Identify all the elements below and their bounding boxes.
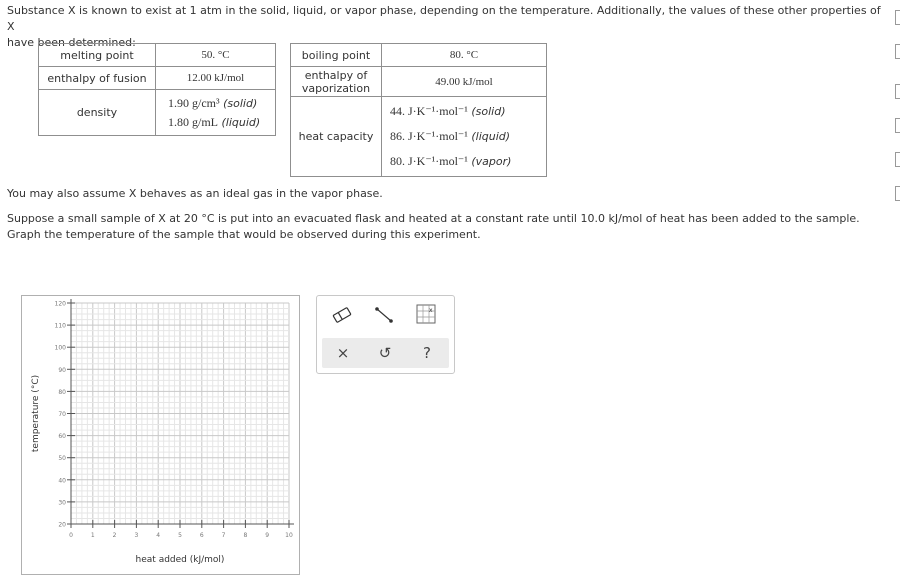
heat-capacity-liquid-value: 86. J·K⁻¹·mol⁻¹ bbox=[390, 129, 468, 143]
edge-tab[interactable] bbox=[895, 84, 900, 99]
graph-panel bbox=[21, 295, 300, 575]
eraser-icon[interactable] bbox=[329, 302, 355, 328]
graph-toolbox bbox=[316, 295, 455, 374]
question-line-2: Graph the temperature of the sample that would be observed during this experiment. bbox=[7, 228, 481, 241]
boiling-point-label: boiling point bbox=[291, 44, 382, 67]
enthalpy-vap-value: 49.00 kJ/mol bbox=[382, 67, 547, 97]
enthalpy-fusion-value: 12.00 kJ/mol bbox=[156, 67, 276, 90]
left-properties-table bbox=[38, 43, 276, 136]
x-tick-label: 7 bbox=[221, 532, 226, 539]
y-tick-label: 100 bbox=[54, 344, 66, 352]
help-button[interactable]: ? bbox=[423, 344, 431, 362]
clear-button[interactable]: × bbox=[336, 344, 350, 362]
edge-tab[interactable] bbox=[895, 44, 900, 59]
y-tick-label: 20 bbox=[58, 521, 66, 529]
toolbox-actions bbox=[322, 338, 449, 368]
melting-point-label: melting point bbox=[39, 44, 156, 67]
x-tick-label: 1 bbox=[90, 532, 95, 539]
x-tick-label: 3 bbox=[134, 532, 139, 539]
svg-text:x: x bbox=[429, 307, 433, 314]
heat-capacity-vapor-value: 80. J·K⁻¹·mol⁻¹ bbox=[390, 154, 468, 168]
ideal-gas-note: You may also assume X behaves as an ideal gas in the vapor phase. bbox=[7, 187, 383, 200]
heat-capacity-vapor-tag: (vapor) bbox=[471, 155, 512, 168]
temperature-graph[interactable] bbox=[22, 296, 299, 574]
x-tick-label: 8 bbox=[243, 532, 248, 539]
intro-line-2: have been determined: bbox=[7, 36, 136, 49]
y-tick-label: 30 bbox=[58, 499, 66, 507]
x-tick-label: 9 bbox=[265, 532, 270, 539]
undo-button[interactable]: ↺ bbox=[378, 344, 392, 362]
heat-capacity-solid-value: 44. J·K⁻¹·mol⁻¹ bbox=[390, 104, 468, 118]
heat-capacity-solid-tag: (solid) bbox=[471, 105, 506, 118]
x-tick-label: 5 bbox=[178, 532, 182, 539]
density-solid-value: 1.90 g/cm³ bbox=[168, 95, 220, 110]
grid-point-icon[interactable] bbox=[413, 301, 439, 327]
enthalpy-vap-label-2: vaporization bbox=[301, 81, 371, 95]
x-tick-label: 6 bbox=[199, 532, 204, 539]
x-tick-label: 4 bbox=[156, 532, 161, 539]
y-tick-label: 80 bbox=[58, 388, 66, 396]
line-segment-icon[interactable] bbox=[371, 302, 397, 328]
edge-tab[interactable] bbox=[895, 152, 900, 167]
question bbox=[7, 211, 887, 243]
density-liquid-tag: (liquid) bbox=[221, 115, 261, 129]
y-tick-label: 120 bbox=[54, 300, 66, 308]
edge-tab[interactable] bbox=[895, 186, 900, 201]
y-tick-label: 50 bbox=[58, 455, 66, 463]
question-line-1: Suppose a small sample of X at 20 °C is put into an evacuated flask and heated at a constant rate until 10.0 kJ/mol of heat has been added to the sample. bbox=[7, 212, 860, 225]
enthalpy-vap-label-1: enthalpy of bbox=[304, 68, 368, 82]
edge-tab[interactable] bbox=[895, 10, 900, 25]
enthalpy-fusion-label: enthalpy of fusion bbox=[39, 67, 156, 90]
melting-point-value: 50. °C bbox=[156, 44, 276, 67]
boiling-point-value: 80. °C bbox=[382, 44, 547, 67]
y-tick-label: 70 bbox=[58, 411, 66, 418]
x-tick-label: 2 bbox=[112, 532, 117, 539]
y-tick-label: 110 bbox=[54, 322, 66, 330]
x-tick-label: 0 bbox=[69, 532, 73, 539]
y-tick-label: 90 bbox=[58, 366, 66, 374]
density-liquid-value: 1.80 g/mL bbox=[168, 114, 218, 129]
y-axis-label: temperature (°C) bbox=[31, 374, 41, 453]
heat-capacity-liquid-tag: (liquid) bbox=[471, 130, 511, 143]
right-properties-table bbox=[290, 43, 547, 177]
edge-tab[interactable] bbox=[895, 118, 900, 133]
density-label: density bbox=[39, 90, 156, 136]
x-axis-label: heat added (kJ/mol) bbox=[135, 555, 225, 565]
density-solid-tag: (solid) bbox=[223, 96, 258, 110]
y-tick-label: 40 bbox=[58, 477, 66, 485]
heat-capacity-label: heat capacity bbox=[291, 97, 382, 177]
y-tick-label: 60 bbox=[58, 433, 66, 441]
x-tick-label: 10 bbox=[285, 532, 293, 539]
intro-line-1: Substance X is known to exist at 1 atm in the solid, liquid, or vapor phase, depending on the temperature. Additionally, the values of these other properties of X bbox=[7, 4, 881, 33]
